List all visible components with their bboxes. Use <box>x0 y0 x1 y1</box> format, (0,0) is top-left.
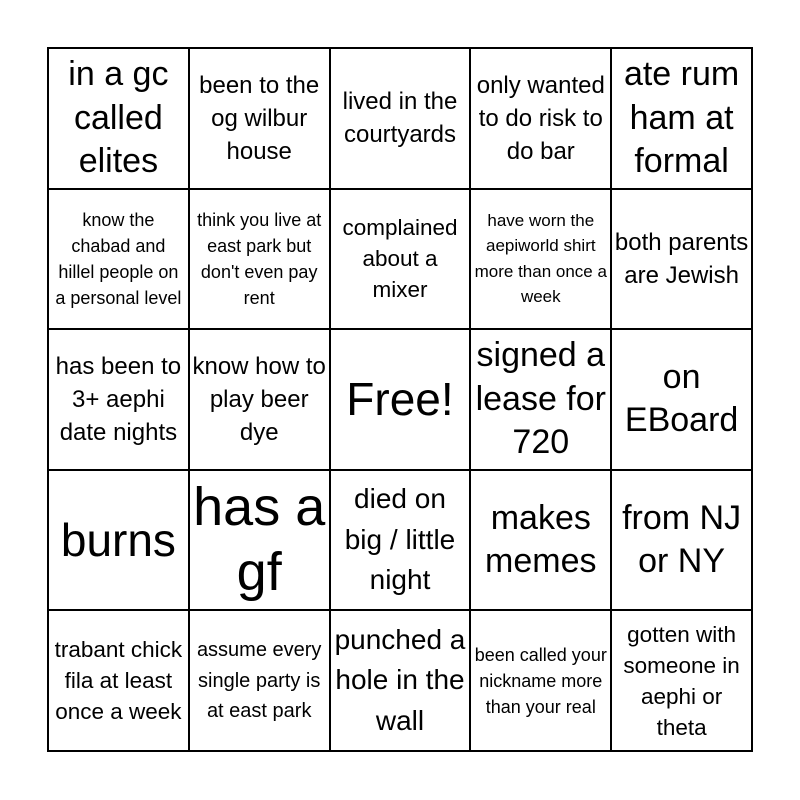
cell-text: on EBoard <box>624 357 739 440</box>
cell-text: know the chabad and hillel people on a personal level <box>55 209 182 308</box>
cell-text: burns <box>60 514 176 567</box>
bingo-cell[interactable] <box>611 470 752 611</box>
cell-text: from NJ or NY <box>622 498 742 581</box>
cell-text: assume every single party is at east park <box>196 639 322 722</box>
bingo-cell[interactable] <box>470 189 611 330</box>
bingo-cell[interactable] <box>189 610 330 751</box>
bingo-cell[interactable] <box>470 610 611 751</box>
bingo-cell[interactable] <box>611 610 752 751</box>
cell-text: been to the og wilbur house <box>199 71 320 165</box>
cell-text: ate rum ham at formal <box>623 55 740 181</box>
bingo-cell[interactable] <box>48 470 189 611</box>
bingo-cell[interactable] <box>189 470 330 611</box>
bingo-cell[interactable] <box>330 189 471 330</box>
bingo-cell[interactable] <box>611 329 752 470</box>
cell-text: have worn the aepiworld shirt more than once a week <box>474 210 607 307</box>
bingo-cell[interactable] <box>48 610 189 751</box>
bingo-cell[interactable] <box>189 48 330 189</box>
bingo-cell[interactable] <box>189 329 330 470</box>
cell-text: makes memes <box>485 498 597 581</box>
cell-text: been called your nickname more than your real <box>474 644 607 717</box>
cell-text: has a gf <box>193 477 326 603</box>
cell-text: know how to play beer dye <box>192 352 326 447</box>
bingo-cell[interactable] <box>611 48 752 189</box>
bingo-board <box>47 47 753 752</box>
cell-text: complained about a mixer <box>342 215 458 303</box>
cell-text: gotten with someone in aephi or theta <box>623 621 740 740</box>
bingo-cell[interactable] <box>189 189 330 330</box>
free-space-text: Free! <box>346 373 454 426</box>
bingo-cell[interactable] <box>48 48 189 189</box>
bingo-cell[interactable] <box>330 470 471 611</box>
bingo-cell[interactable] <box>330 48 471 189</box>
cell-text: has been to 3+ aephi date nights <box>55 352 182 447</box>
bingo-cell[interactable] <box>48 189 189 330</box>
free-space-cell[interactable] <box>330 329 471 470</box>
bingo-cell[interactable] <box>470 48 611 189</box>
cell-text: lived in the courtyards <box>342 88 458 149</box>
cell-text: only wanted to do risk to do bar <box>476 71 605 165</box>
cell-text: punched a hole in the wall <box>334 623 466 736</box>
cell-text: signed a lease for 720 <box>475 336 606 462</box>
bingo-cell[interactable] <box>470 329 611 470</box>
cell-text: think you live at east park but don't even pay rent <box>197 209 322 308</box>
bingo-cell[interactable] <box>470 470 611 611</box>
cell-text: both parents are Jewish <box>614 228 749 289</box>
cell-text: trabant chick fila at least once a week <box>54 637 183 725</box>
bingo-cell[interactable] <box>330 610 471 751</box>
cell-text: died on big / little night <box>344 483 456 596</box>
cell-text: in a gc called elites <box>68 55 169 181</box>
bingo-cell[interactable] <box>611 189 752 330</box>
bingo-cell[interactable] <box>48 329 189 470</box>
